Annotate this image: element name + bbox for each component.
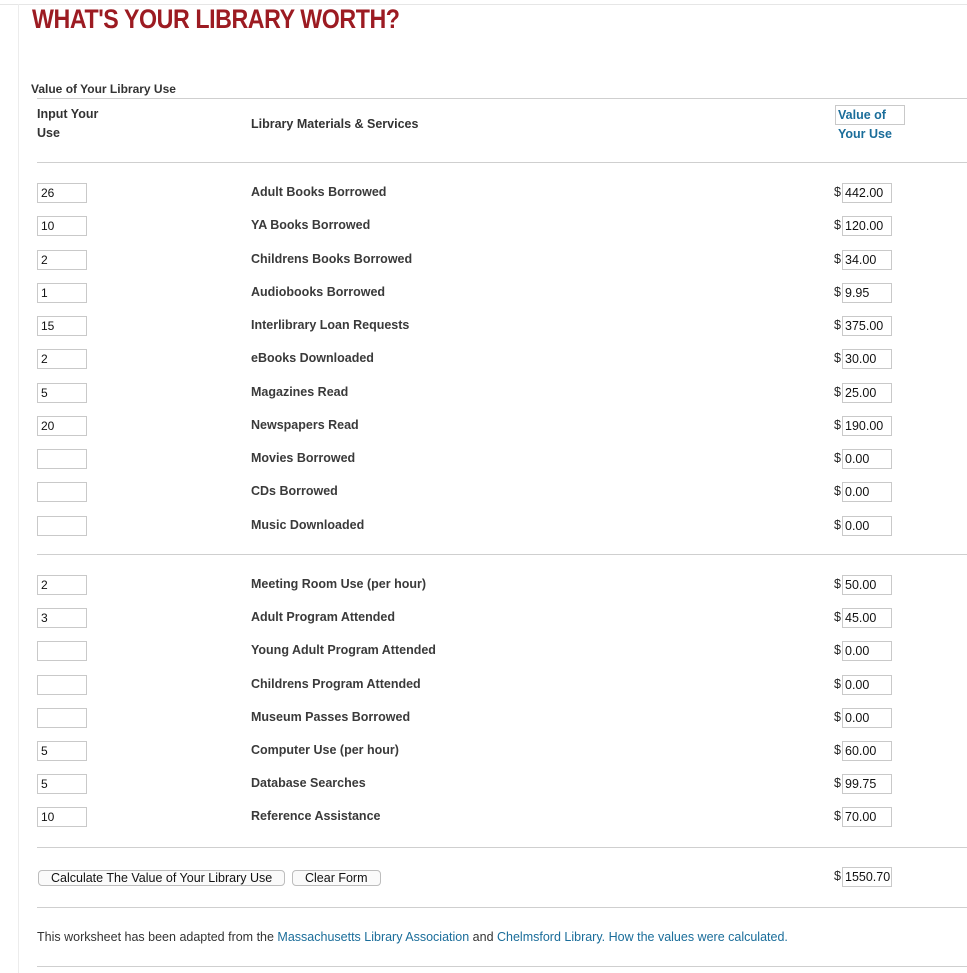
page-title: WHAT'S YOUR LIBRARY WORTH? [32,4,400,34]
qty-input-childrens-program-attended[interactable] [37,675,87,695]
qty-input-adult-program-attended[interactable] [37,608,87,628]
label-ya-books-borrowed: YA Books Borrowed [251,218,371,233]
row-magazines-read [0,383,967,403]
section-label: Value of Your Library Use [31,82,176,96]
chelmsford-library-link[interactable]: Chelmsford Library [497,930,602,944]
row-young-adult-program-attended [0,641,967,661]
currency-symbol: $ [834,484,841,499]
label-adult-books-borrowed: Adult Books Borrowed [251,185,387,199]
qty-input-computer-use-per-hour[interactable] [37,741,87,761]
label-movies-borrowed: Movies Borrowed [251,451,356,465]
total-currency-symbol: $ [834,869,841,883]
currency-symbol: $ [834,676,841,691]
label-ebooks-downloaded: eBooks Downloaded [251,351,374,366]
qty-input-newspapers-read[interactable] [37,416,87,436]
currency-symbol: $ [834,384,841,399]
row-childrens-books-borrowed [0,250,967,270]
row-cds-borrowed [0,482,967,502]
value-field-ya-books-borrowed[interactable] [842,216,892,236]
currency-symbol: $ [834,610,841,625]
qty-input-museum-passes-borrowed[interactable] [37,708,87,728]
value-field-young-adult-program-attended[interactable] [842,641,892,661]
total-value-field[interactable] [842,867,892,887]
qty-input-music-downloaded[interactable] [37,516,87,536]
currency-symbol: $ [834,709,841,724]
calculate-button[interactable]: Calculate The Value of Your Library Use [38,870,285,886]
row-adult-books-borrowed [0,183,967,203]
row-ya-books-borrowed [0,216,967,236]
label-meeting-room-use-per-hour: Meeting Room Use (per hour) [251,577,427,591]
value-field-newspapers-read[interactable] [842,416,892,436]
value-field-meeting-room-use-per-hour[interactable] [842,575,892,595]
currency-symbol: $ [834,517,841,532]
label-cds-borrowed: CDs Borrowed [251,484,338,499]
currency-symbol: $ [834,776,841,791]
label-museum-passes-borrowed: Museum Passes Borrowed [251,709,411,724]
value-field-reference-assistance[interactable] [842,807,892,827]
total-row [0,867,967,887]
qty-input-ya-books-borrowed[interactable] [37,216,87,236]
value-field-childrens-books-borrowed[interactable] [842,250,892,270]
label-audiobooks-borrowed: Audiobooks Borrowed [251,284,386,299]
label-adult-program-attended: Adult Program Attended [251,610,395,625]
label-interlibrary-loan-requests: Interlibrary Loan Requests [251,318,410,332]
qty-input-magazines-read[interactable] [37,383,87,403]
value-field-computer-use-per-hour[interactable] [842,741,892,761]
input-column-header: Input Your Use [37,107,99,140]
label-reference-assistance: Reference Assistance [251,809,381,824]
label-childrens-program-attended: Childrens Program Attended [251,676,421,691]
label-computer-use-per-hour: Computer Use (per hour) [251,743,399,757]
currency-symbol: $ [834,809,841,824]
currency-symbol: $ [834,643,841,658]
value-field-audiobooks-borrowed[interactable] [842,283,892,303]
value-field-cds-borrowed[interactable] [842,482,892,502]
clear-form-button[interactable]: Clear Form [292,870,381,886]
currency-symbol: $ [834,351,841,366]
row-movies-borrowed [0,449,967,469]
value-field-adult-books-borrowed[interactable] [842,183,892,203]
qty-input-movies-borrowed[interactable] [37,449,87,469]
currency-symbol: $ [834,218,841,233]
row-computer-use-per-hour [0,741,967,761]
currency-symbol: $ [834,318,841,332]
row-database-searches [0,774,967,794]
row-adult-program-attended [0,608,967,628]
currency-symbol: $ [834,284,841,299]
label-young-adult-program-attended: Young Adult Program Attended [251,643,436,658]
qty-input-cds-borrowed[interactable] [37,482,87,502]
currency-symbol: $ [834,251,841,266]
materials-column-header: Library Materials & Services [251,117,419,131]
qty-input-childrens-books-borrowed[interactable] [37,250,87,270]
footer-divider [37,907,967,908]
value-field-movies-borrowed[interactable] [842,449,892,469]
row-childrens-program-attended [0,675,967,695]
currency-symbol: $ [834,577,841,591]
qty-input-ebooks-downloaded[interactable] [37,349,87,369]
qty-input-audiobooks-borrowed[interactable] [37,283,87,303]
footer-prefix: This worksheet has been adapted from the [37,930,278,944]
value-field-adult-program-attended[interactable] [842,608,892,628]
value-field-museum-passes-borrowed[interactable] [842,708,892,728]
qty-input-meeting-room-use-per-hour[interactable] [37,575,87,595]
currency-symbol: $ [834,743,841,757]
value-field-childrens-program-attended[interactable] [842,675,892,695]
footer-suffix: . [784,930,788,944]
row-meeting-room-use-per-hour [0,575,967,595]
row-ebooks-downloaded [0,349,967,369]
row-reference-assistance [0,807,967,827]
currency-symbol: $ [834,451,841,465]
label-childrens-books-borrowed: Childrens Books Borrowed [251,251,413,266]
massachusetts-library-association-link[interactable]: Massachusetts Library Association [277,930,470,944]
currency-symbol: $ [834,417,841,432]
footer-middle: and [469,930,497,944]
value-field-database-searches[interactable] [842,774,892,794]
currency-symbol: $ [834,185,841,199]
qty-input-young-adult-program-attended[interactable] [37,641,87,661]
header-bottom-divider [37,162,967,163]
value-field-ebooks-downloaded[interactable] [842,349,892,369]
value-field-interlibrary-loan-requests[interactable] [842,316,892,336]
row-newspapers-read [0,416,967,436]
qty-input-database-searches[interactable] [37,774,87,794]
value-field-magazines-read[interactable] [842,383,892,403]
how-values-calculated-link[interactable]: How the values were calculated [608,930,785,944]
row-audiobooks-borrowed [0,283,967,303]
value-column-header: Value of Your Use [835,105,905,125]
label-newspapers-read: Newspapers Read [251,417,359,432]
label-music-downloaded: Music Downloaded [251,517,365,532]
footer-separator: . [601,930,609,944]
label-magazines-read: Magazines Read [251,384,349,399]
header-top-divider [37,98,967,99]
footer-note [37,930,788,944]
totals-divider [37,847,967,848]
row-museum-passes-borrowed [0,708,967,728]
section-divider [37,554,967,555]
qty-input-adult-books-borrowed[interactable] [37,183,87,203]
label-database-searches: Database Searches [251,776,366,791]
qty-input-interlibrary-loan-requests[interactable] [37,316,87,336]
value-field-music-downloaded[interactable] [842,516,892,536]
row-music-downloaded [0,516,967,536]
qty-input-reference-assistance[interactable] [37,807,87,827]
bottom-divider [37,966,967,967]
row-interlibrary-loan-requests [0,316,967,336]
